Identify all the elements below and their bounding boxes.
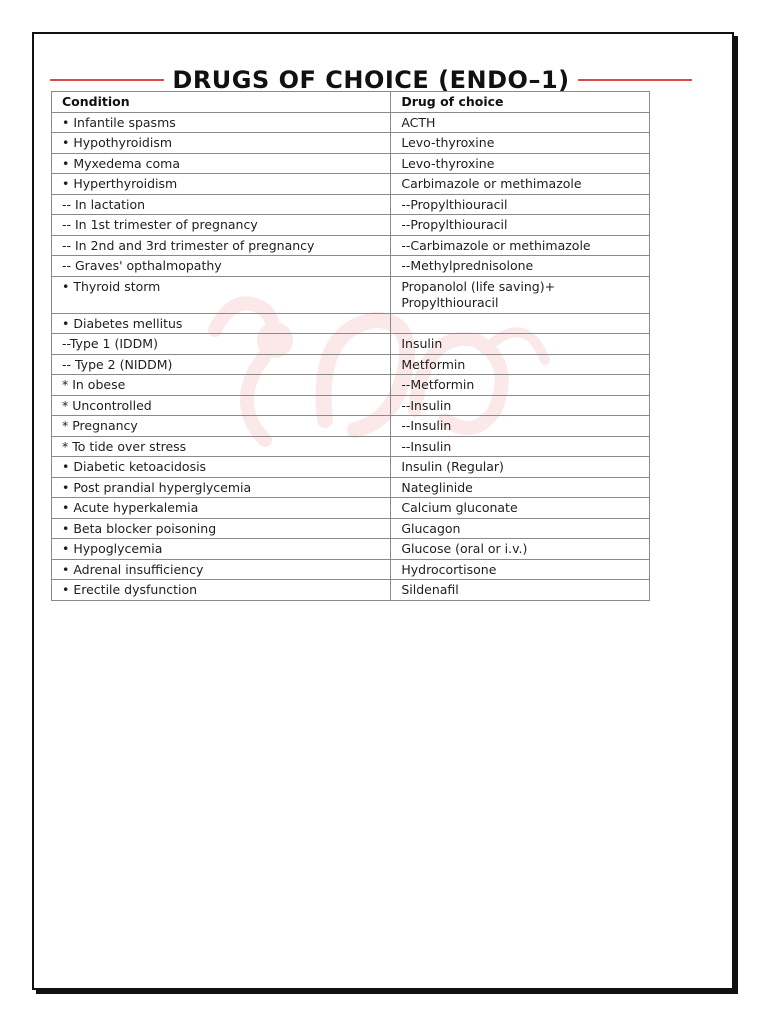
table-row: [52, 174, 650, 195]
table-row: [52, 416, 650, 437]
drug-cell: --Propylthiouracil: [391, 215, 650, 236]
drug-cell: Glucose (oral or i.v.): [391, 539, 650, 560]
table-row: [52, 313, 650, 334]
drug-cell: Nateglinide: [391, 477, 650, 498]
condition-cell: • Hypoglycemia: [52, 539, 391, 560]
drug-cell: Propanolol (life saving)+ Propylthiouracil: [391, 276, 650, 313]
table-row: [52, 539, 650, 560]
table-header-row: [52, 92, 650, 113]
drug-cell: Insulin (Regular): [391, 457, 650, 478]
drug-cell: Metformin: [391, 354, 650, 375]
table-row: [52, 395, 650, 416]
condition-cell: * Pregnancy: [52, 416, 391, 437]
condition-cell: • Thyroid storm: [52, 276, 391, 313]
drugs-table: [51, 91, 650, 601]
drug-cell: Calcium gluconate: [391, 498, 650, 519]
condition-cell: * In obese: [52, 375, 391, 396]
condition-cell: -- In lactation: [52, 194, 391, 215]
condition-cell: * To tide over stress: [52, 436, 391, 457]
condition-cell: • Acute hyperkalemia: [52, 498, 391, 519]
table-row: [52, 559, 650, 580]
header-drug: Drug of choice: [391, 92, 650, 113]
drug-cell: Sildenafil: [391, 580, 650, 601]
header-condition: Condition: [52, 92, 391, 113]
condition-cell: • Hypothyroidism: [52, 133, 391, 154]
table-row: [52, 153, 650, 174]
condition-cell: -- In 1st trimester of pregnancy: [52, 215, 391, 236]
condition-cell: -- Type 2 (NIDDM): [52, 354, 391, 375]
condition-cell: • Adrenal insufficiency: [52, 559, 391, 580]
drug-cell: --Methylprednisolone: [391, 256, 650, 277]
condition-cell: • Infantile spasms: [52, 112, 391, 133]
table-row: [52, 194, 650, 215]
table-row: [52, 436, 650, 457]
table-row: [52, 354, 650, 375]
table-row: [52, 256, 650, 277]
drug-cell: Levo-thyroxine: [391, 133, 650, 154]
condition-cell: • Beta blocker poisoning: [52, 518, 391, 539]
condition-cell: -- In 2nd and 3rd trimester of pregnancy: [52, 235, 391, 256]
table-row: [52, 498, 650, 519]
drug-cell: Hydrocortisone: [391, 559, 650, 580]
table-row: [52, 580, 650, 601]
table-row: [52, 276, 650, 313]
drug-cell: Levo-thyroxine: [391, 153, 650, 174]
drug-cell: --Insulin: [391, 416, 650, 437]
condition-cell: • Hyperthyroidism: [52, 174, 391, 195]
condition-cell: • Diabetes mellitus: [52, 313, 391, 334]
drug-cell: --Carbimazole or methimazole: [391, 235, 650, 256]
drug-cell: --Propylthiouracil: [391, 194, 650, 215]
page-title: DRUGS OF CHOICE (ENDO–1): [172, 66, 570, 94]
table-row: [52, 334, 650, 355]
drug-cell: Insulin: [391, 334, 650, 355]
drug-cell: --Insulin: [391, 395, 650, 416]
title-rule-right: [578, 79, 692, 81]
table-row: [52, 518, 650, 539]
condition-cell: * Uncontrolled: [52, 395, 391, 416]
drug-cell: Glucagon: [391, 518, 650, 539]
table-body: [52, 112, 650, 600]
table-row: [52, 133, 650, 154]
condition-cell: --Type 1 (IDDM): [52, 334, 391, 355]
table-row: [52, 235, 650, 256]
title-rule-left: [50, 79, 164, 81]
table-row: [52, 375, 650, 396]
condition-cell: • Myxedema coma: [52, 153, 391, 174]
drug-cell: --Insulin: [391, 436, 650, 457]
condition-cell: -- Graves' opthalmopathy: [52, 256, 391, 277]
table-row: [52, 477, 650, 498]
condition-cell: • Post prandial hyperglycemia: [52, 477, 391, 498]
drug-cell: [391, 313, 650, 334]
drug-cell: Carbimazole or methimazole: [391, 174, 650, 195]
condition-cell: • Erectile dysfunction: [52, 580, 391, 601]
drug-cell: ACTH: [391, 112, 650, 133]
condition-cell: • Diabetic ketoacidosis: [52, 457, 391, 478]
table-row: [52, 215, 650, 236]
table-row: [52, 457, 650, 478]
drug-cell: --Metformin: [391, 375, 650, 396]
table-row: [52, 112, 650, 133]
